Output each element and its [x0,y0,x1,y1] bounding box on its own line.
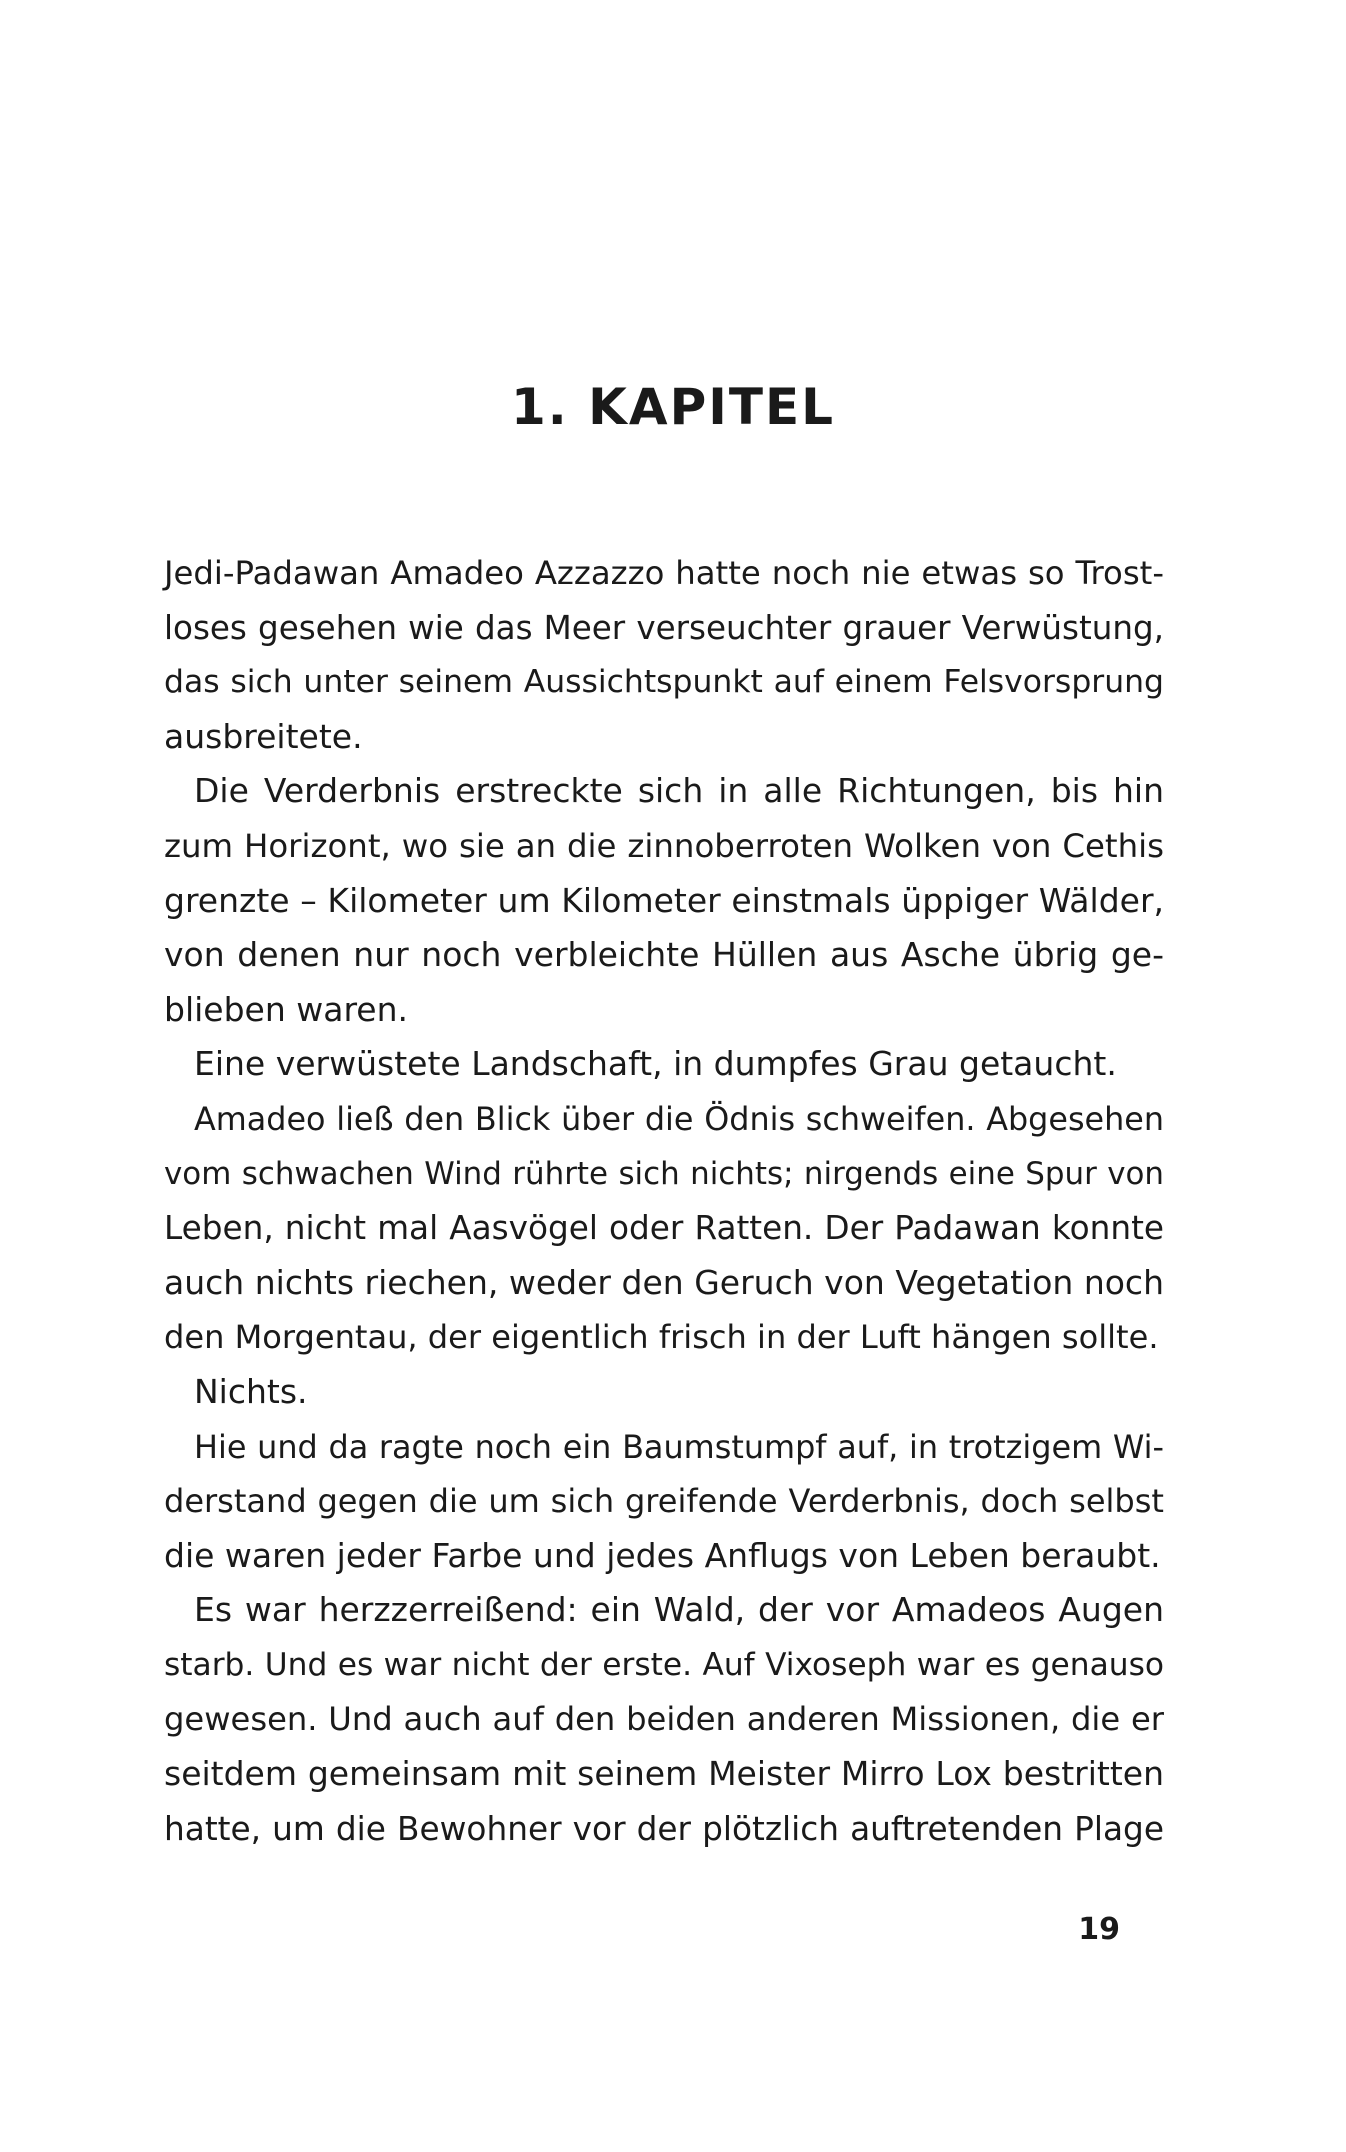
text-line: Die Verderbnis erstreckte sich in alle Richtungen, bis hin [194,771,1164,811]
text-line: auch nichts riechen, weder den Geruch von Vegetation noch [164,1262,1164,1302]
text-line: Jedi-Padawan Amadeo Azzazzo hatte noch nie etwas so Trost- [164,554,1164,592]
text-line: ausbreitete. [164,716,363,756]
text-line: die waren jeder Farbe und jedes Anflugs von Leben beraubt. [164,1535,1161,1575]
text-line: loses gesehen wie das Meer verseuchter grauer Verwüstung, [164,608,1164,647]
text-line: Amadeo ließ den Blick über die Ödnis schweifen. Abgesehen [194,1099,1164,1138]
text-line: das sich unter seinem Aussichtspunkt auf einem Felsvorsprung [164,664,1164,701]
text-line: seitdem gemeinsam mit seinem Meister Mirro Lox bestritten [164,1754,1164,1794]
text-line: Nichts. [194,1371,308,1411]
text-line: Hie und da ragte noch ein Baumstumpf auf, in trotzigem Wi- [194,1427,1164,1466]
text-line: Leben, nicht mal Aasvögel oder Ratten. Der Padawan konnte [164,1209,1164,1248]
body-text [164,546,1164,1856]
page-number: 19 [1078,1912,1120,1947]
text-line: zum Horizont, wo sie an die zinnoberroten Wolken von Cethis [164,826,1164,865]
text-line: hatte, um die Bewohner vor der plötzlich auftretenden Plage [164,1809,1164,1848]
text-line: den Morgentau, der eigentlich frisch in der Luft hängen sollte. [164,1318,1159,1357]
text-line: gewesen. Und auch auf den beiden anderen Missionen, die er [164,1700,1164,1739]
text-line: blieben waren. [164,989,409,1029]
text-line: grenzte – Kilometer um Kilometer einstmals üppiger Wälder, [164,880,1164,920]
text-line: Eine verwüstete Landschaft, in dumpfes Grau getaucht. [194,1044,1117,1084]
text-line: derstand gegen die um sich greifende Verderbnis, doch selbst [164,1482,1164,1521]
text-line: vom schwachen Wind rührte sich nichts; nirgends eine Spur von [164,1155,1164,1192]
text-line: starb. Und es war nicht der erste. Auf Vixoseph war es genauso [164,1646,1164,1683]
text-line: von denen nur noch verbleichte Hüllen aus Asche übrig ge- [164,935,1164,975]
text-line: Es war herzzerreißend: ein Wald, der vor Amadeos Augen [194,1590,1164,1630]
chapter-title: 1. KAPITEL [510,378,835,436]
